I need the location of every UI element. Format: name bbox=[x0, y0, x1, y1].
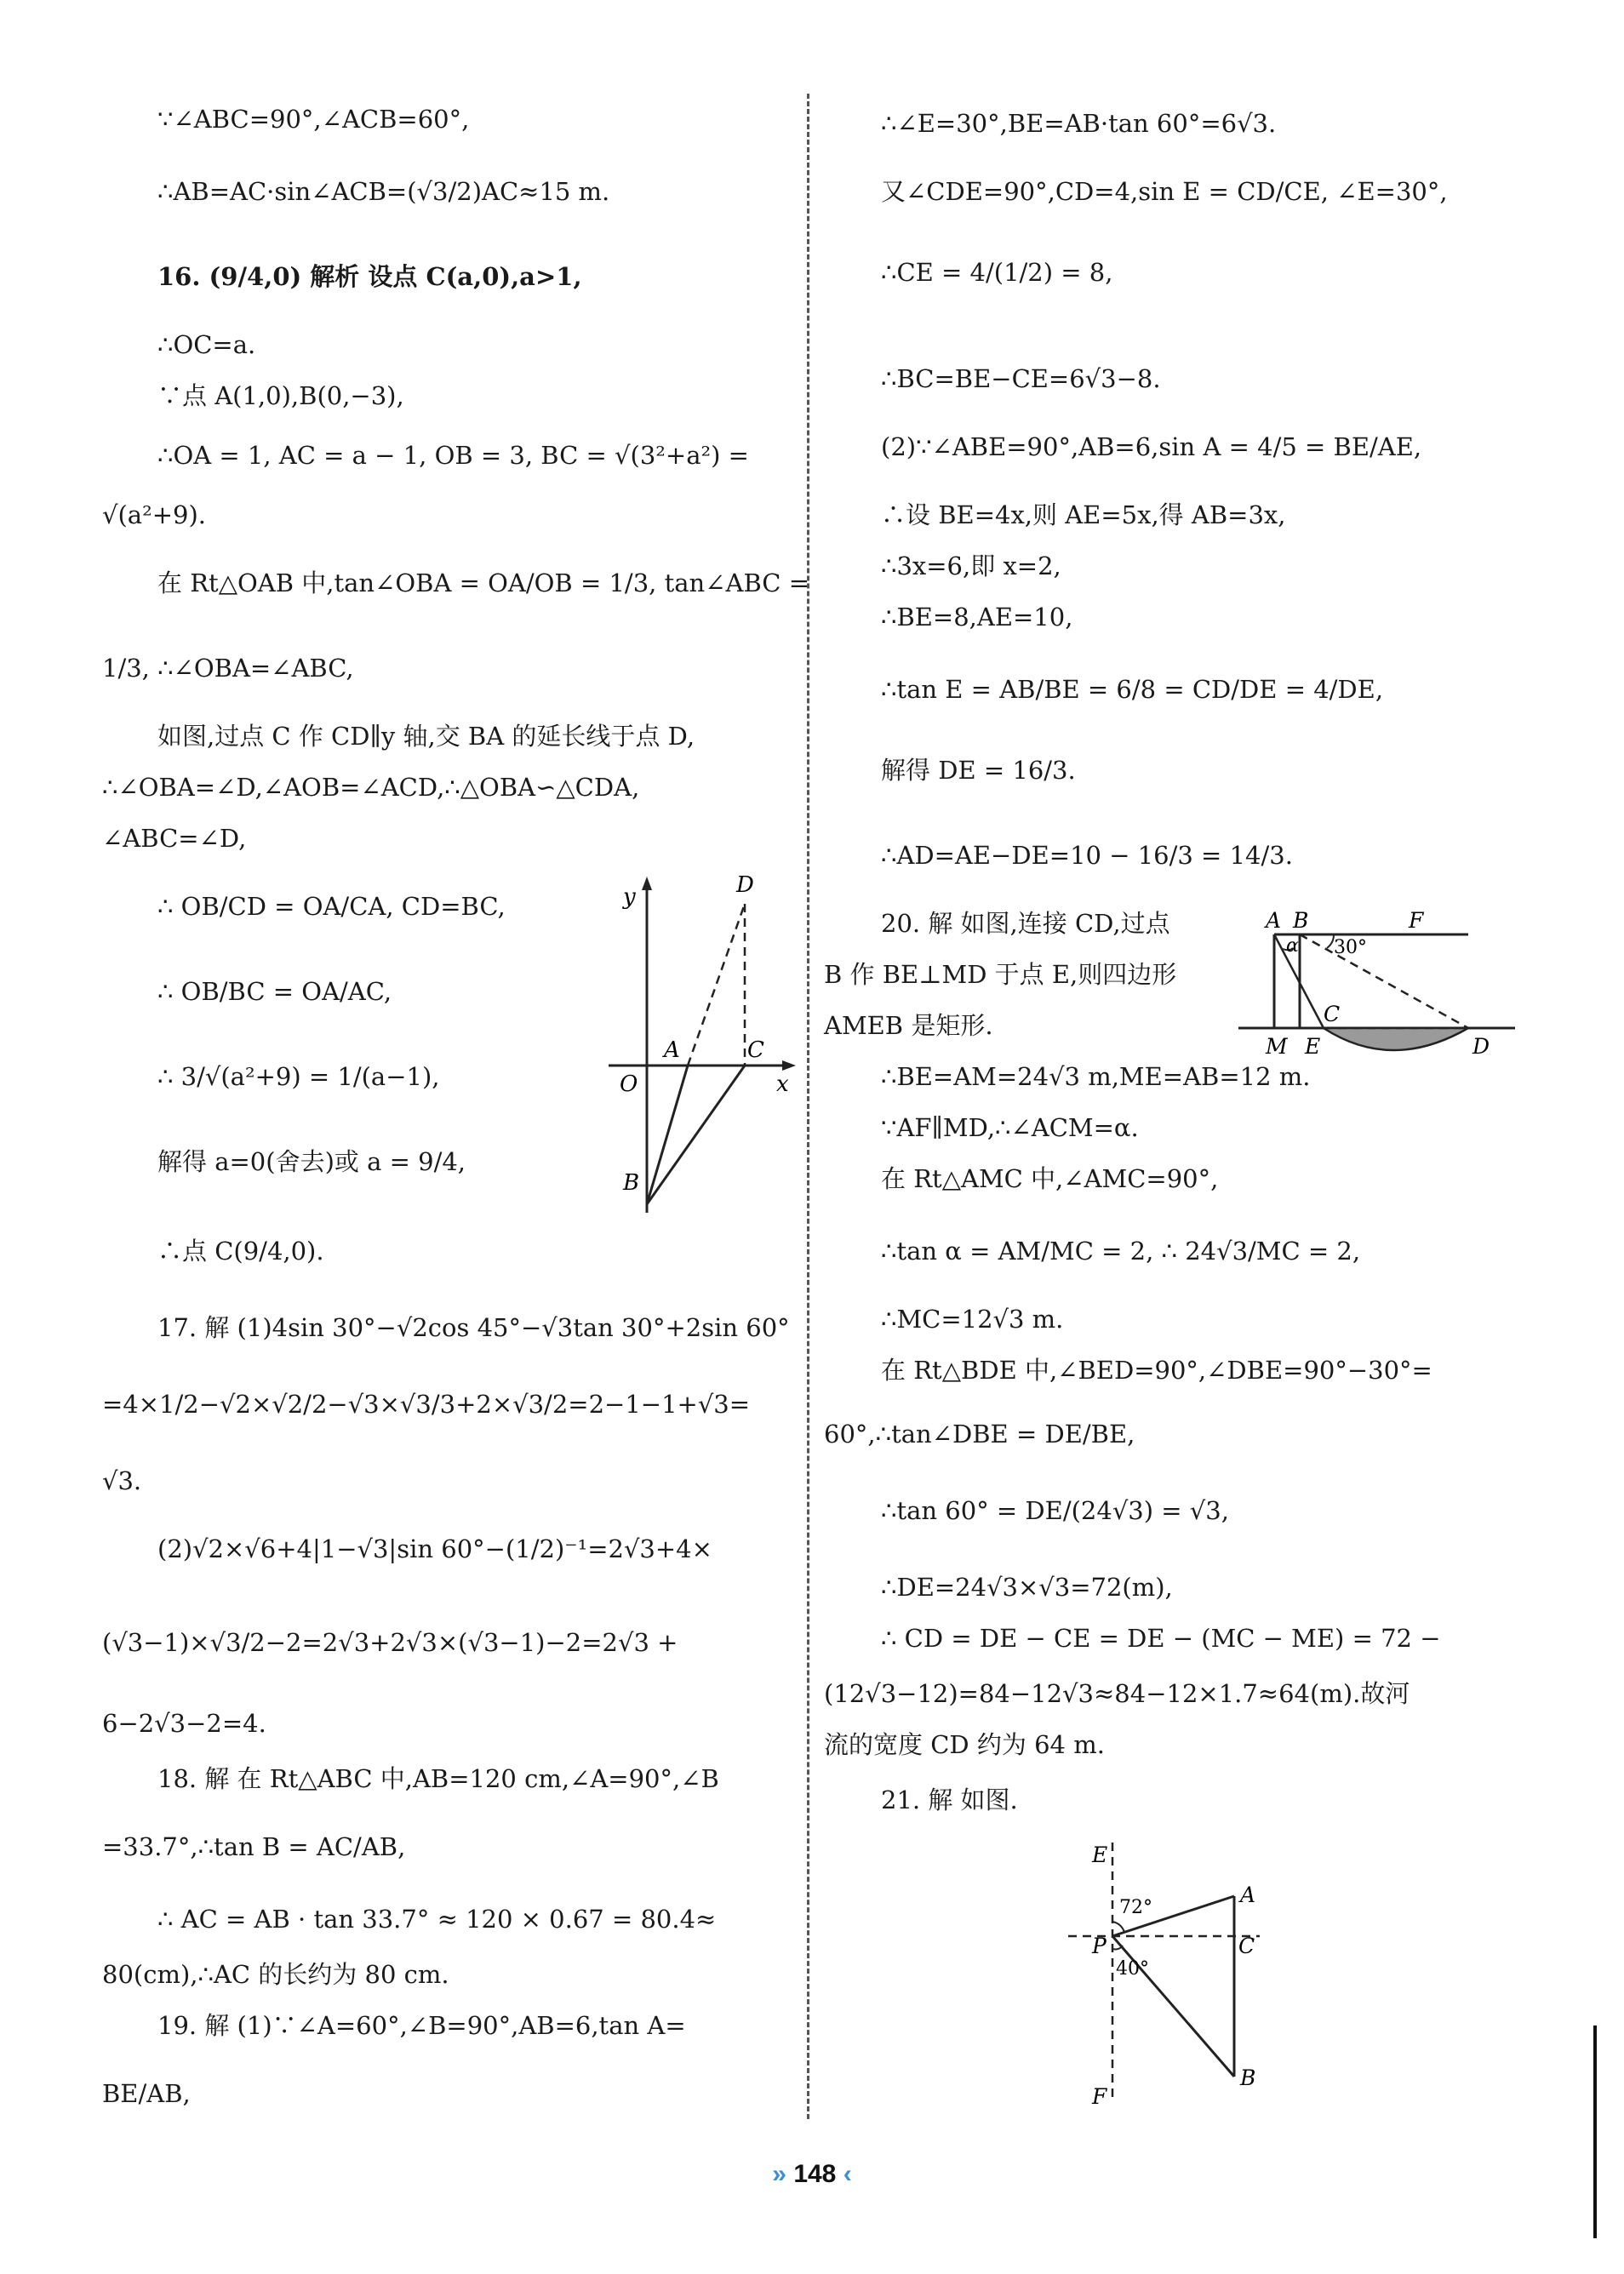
text-line: (12√3−12)=84−12√3≈84−12×1.7≈64(m).故河 bbox=[824, 1679, 1410, 1708]
text-line: ∴∠OBA=∠D,∠AOB=∠ACD,∴△OBA∽△CDA, bbox=[102, 773, 640, 802]
label-D: D bbox=[736, 872, 754, 898]
text-line: ∴MC=12√3 m. bbox=[881, 1305, 1064, 1334]
text-line: ∴tan E = AB/BE = 6/8 = CD/DE = 4/DE, bbox=[881, 675, 1384, 704]
scan-edge-line bbox=[1593, 2025, 1597, 2238]
figure-20 bbox=[1238, 902, 1519, 1064]
problem-21-heading: 21. 解 如图. bbox=[881, 1785, 1018, 1814]
label-D: D bbox=[1472, 1034, 1490, 1059]
label-P: P bbox=[1092, 1934, 1106, 1958]
text-line: 解得 DE = 16/3. bbox=[881, 756, 1076, 785]
label-E: E bbox=[1305, 1034, 1321, 1059]
text-line: ∴ AC = AB · tan 33.7° ≈ 120 × 0.67 = 80.4≈ bbox=[157, 1905, 717, 1934]
figure-21 bbox=[1060, 1830, 1289, 2111]
right-arrow-icon: » bbox=[772, 2160, 786, 2188]
text-line: ∴3x=6,即 x=2, bbox=[881, 551, 1061, 580]
label-M: M bbox=[1266, 1034, 1288, 1059]
label-F: F bbox=[1409, 908, 1424, 933]
label-A: A bbox=[1266, 908, 1282, 933]
text-line: √(a²+9). bbox=[102, 500, 206, 529]
text-line: ∴BE=8,AE=10, bbox=[881, 603, 1073, 631]
text-line: ∴AB=AC·sin∠ACB=(√3/2)AC≈15 m. bbox=[157, 177, 610, 206]
label-E: E bbox=[1092, 1843, 1108, 1867]
text-line: ∴DE=24√3×√3=72(m), bbox=[881, 1573, 1173, 1602]
label-C: C bbox=[1324, 1002, 1341, 1026]
text-line: 解得 a=0(舍去)或 a = 9/4, bbox=[157, 1147, 466, 1176]
text-line: ∴点 C(9/4,0). bbox=[157, 1237, 324, 1266]
text-line: =4×1/2−√2×√2/2−√3×√3/3+2×√3/2=2−1−1+√3= bbox=[102, 1390, 751, 1419]
text-line: 在 Rt△BDE 中,∠BED=90°,∠DBE=90°−30°= bbox=[881, 1356, 1432, 1385]
text-line: B 作 BE⊥MD 于点 E,则四边形 bbox=[824, 960, 1177, 989]
text-line: 1/3, ∴∠OBA=∠ABC, bbox=[102, 654, 354, 683]
text-line: 又∠CDE=90°,CD=4,sin E = CD/CE, ∠E=30°, bbox=[881, 177, 1448, 206]
label-B: B bbox=[623, 1170, 640, 1196]
label-angle-40: 40° bbox=[1116, 1958, 1149, 1980]
figure-16 bbox=[596, 868, 809, 1226]
text-line: ∵AF∥MD,∴∠ACM=α. bbox=[881, 1113, 1139, 1142]
problem-16-heading: 16. (9/4,0) 解析 设点 C(a,0),a>1, bbox=[157, 262, 582, 291]
text-line: ∴tan α = AM/MC = 2, ∴ 24√3/MC = 2, bbox=[881, 1237, 1361, 1266]
text-line: ∴OC=a. bbox=[157, 330, 256, 359]
label-A: A bbox=[664, 1037, 680, 1063]
problem-17-heading: 17. 解 (1)4sin 30°−√2cos 45°−√3tan 30°+2sin 60° bbox=[157, 1313, 790, 1342]
text-line: 在 Rt△AMC 中,∠AMC=90°, bbox=[881, 1164, 1219, 1193]
text-line: ∵∠ABC=90°,∠ACB=60°, bbox=[157, 105, 470, 134]
text-line: (2)∵∠ABE=90°,AB=6,sin A = 4/5 = BE/AE, bbox=[881, 432, 1422, 461]
text-line: ∴ 3/√(a²+9) = 1/(a−1), bbox=[157, 1062, 440, 1091]
label-angle-72: 72° bbox=[1119, 1897, 1152, 1918]
text-line: 流的宽度 CD 约为 64 m. bbox=[824, 1730, 1105, 1759]
problem-20-heading: 20. 解 如图,连接 CD,过点 bbox=[881, 909, 1170, 938]
problem-19-heading: 19. 解 (1)∵∠A=60°,∠B=90°,AB=6,tan A= bbox=[157, 2011, 686, 2040]
text-line: AMEB 是矩形. bbox=[824, 1011, 993, 1040]
text-line: ∴BE=AM=24√3 m,ME=AB=12 m. bbox=[881, 1062, 1311, 1091]
text-line: ∴CE = 4/(1/2) = 8, bbox=[881, 258, 1113, 287]
text-line: 80(cm),∴AC 的长约为 80 cm. bbox=[102, 1960, 449, 1989]
left-arrow-icon: ‹ bbox=[843, 2160, 852, 2188]
text-line: BE/AB, bbox=[102, 2079, 191, 2108]
text-line: ∴ OB/BC = OA/AC, bbox=[157, 977, 392, 1006]
label-x: x bbox=[776, 1071, 789, 1097]
text-line: ∴BC=BE−CE=6√3−8. bbox=[881, 364, 1161, 393]
text-line: ∴∠E=30°,BE=AB·tan 60°=6√3. bbox=[881, 109, 1277, 138]
label-F: F bbox=[1092, 2084, 1107, 2109]
text-line: (√3−1)×√3/2−2=2√3+2√3×(√3−1)−2=2√3 + bbox=[102, 1628, 678, 1657]
page-number-text: 148 bbox=[793, 2160, 837, 2188]
text-line: 在 Rt△OAB 中,tan∠OBA = OA/OB = 1/3, tan∠ABC = bbox=[157, 568, 809, 597]
text-line: √3. bbox=[102, 1466, 142, 1495]
text-line: ∠ABC=∠D, bbox=[102, 824, 247, 853]
label-O: O bbox=[620, 1071, 638, 1097]
text-line: 6−2√3−2=4. bbox=[102, 1709, 266, 1738]
label-C: C bbox=[747, 1037, 764, 1063]
problem-18-heading: 18. 解 在 Rt△ABC 中,AB=120 cm,∠A=90°,∠B bbox=[157, 1764, 719, 1793]
text-line: ∴OA = 1, AC = a − 1, OB = 3, BC = √(3²+a²) = bbox=[157, 441, 749, 470]
text-line: ∴tan 60° = DE/(24√3) = √3, bbox=[881, 1496, 1229, 1525]
text-line: =33.7°,∴tan B = AC/AB, bbox=[102, 1832, 406, 1861]
label-y: y bbox=[623, 884, 636, 910]
label-alpha: α bbox=[1286, 935, 1299, 957]
text-line: ∴设 BE=4x,则 AE=5x,得 AB=3x, bbox=[881, 500, 1286, 529]
label-A: A bbox=[1240, 1883, 1256, 1907]
text-line: ∴ OB/CD = OA/CA, CD=BC, bbox=[157, 892, 506, 921]
text-line: 如图,过点 C 作 CD∥y 轴,交 BA 的延长线于点 D, bbox=[157, 722, 695, 751]
label-B: B bbox=[1293, 908, 1309, 933]
text-line: (2)√2×√6+4|1−√3|sin 60°−(1/2)⁻¹=2√3+4× bbox=[157, 1534, 712, 1563]
text-line: ∴AD=AE−DE=10 − 16/3 = 14/3. bbox=[881, 841, 1293, 870]
text-line: ∵点 A(1,0),B(0,−3), bbox=[157, 381, 404, 410]
text-line: ∴ CD = DE − CE = DE − (MC − ME) = 72 − bbox=[881, 1624, 1441, 1653]
label-angle-30: 30° bbox=[1334, 937, 1367, 958]
label-B: B bbox=[1240, 2065, 1256, 2090]
label-C: C bbox=[1238, 1934, 1255, 1958]
text-line: 60°,∴tan∠DBE = DE/BE, bbox=[824, 1420, 1135, 1448]
page-number bbox=[0, 2160, 1624, 2189]
